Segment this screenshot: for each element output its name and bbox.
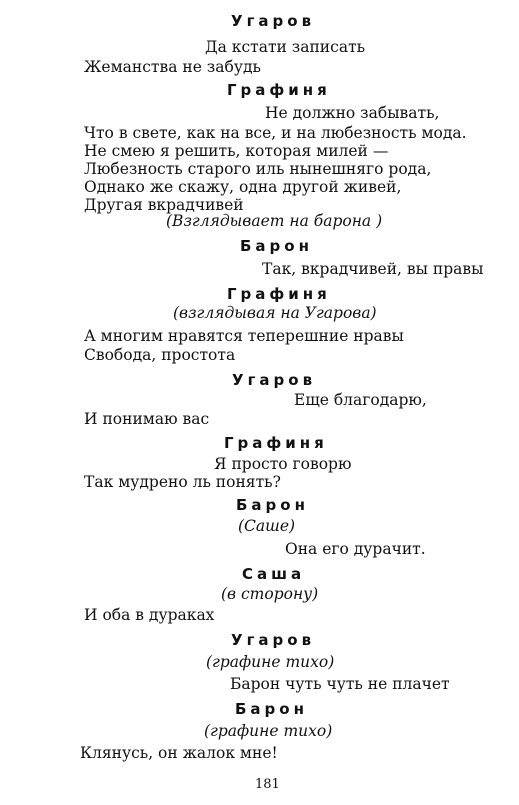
verse-line: Свобода, простота [84,346,236,364]
speaker-line: Графиня [224,434,328,452]
speaker-line: Барон [235,700,308,718]
verse-line: Да кстати записать [205,38,366,56]
stage-direction: (в сторону) [221,585,319,603]
verse-line: Барон чуть чуть не плачет [230,675,450,693]
speaker-line: Угаров [231,12,316,30]
speaker-line: Барон [240,237,313,255]
stage-direction: (Взглядывает на барона ) [166,212,383,230]
stage-direction: (Саше) [238,517,296,535]
stage-direction: (взглядывая на Угарова) [173,304,377,322]
stage-direction: (графине тихо) [204,722,333,740]
speaker-line: Угаров [231,631,316,649]
verse-line: Еще благодарю, [294,391,427,409]
verse-line: Я просто говорю [214,455,352,473]
verse-line: Так, вкрадчивей, вы правы [262,260,484,278]
verse-line: А многим нравятся теперешние нравы [84,327,404,345]
speaker-line: Графиня [227,285,331,303]
verse-line: Любезность старого иль нынешняго рода, [84,160,432,178]
verse-line: Что в свете, как на все, и на любезность мода. [84,124,467,142]
verse-line: Так мудрено ль понять? [84,473,281,491]
verse-line: Клянусь, он жалок мне! [80,744,278,762]
stage-direction: (графине тихо) [206,653,335,671]
speaker-line: Графиня [227,81,331,99]
verse-line: И понимаю вас [84,410,210,428]
verse-line: Жеманства не забудь [84,58,261,76]
verse-line: Однако же скажу, одна другой живей, [84,178,402,196]
speaker-line: Саша [242,565,306,583]
speaker-line: Угаров [232,371,317,389]
page-number: 181 [255,777,280,792]
speaker-line: Барон [236,496,309,514]
verse-line: Не должно забывать, [265,104,440,122]
verse-line: Не смею я решить, которая милей — [84,142,389,160]
verse-line: Она его дурачит. [285,540,426,558]
verse-line: И оба в дураках [84,606,215,624]
verse-line: Другая вкрадчивей [84,196,244,214]
